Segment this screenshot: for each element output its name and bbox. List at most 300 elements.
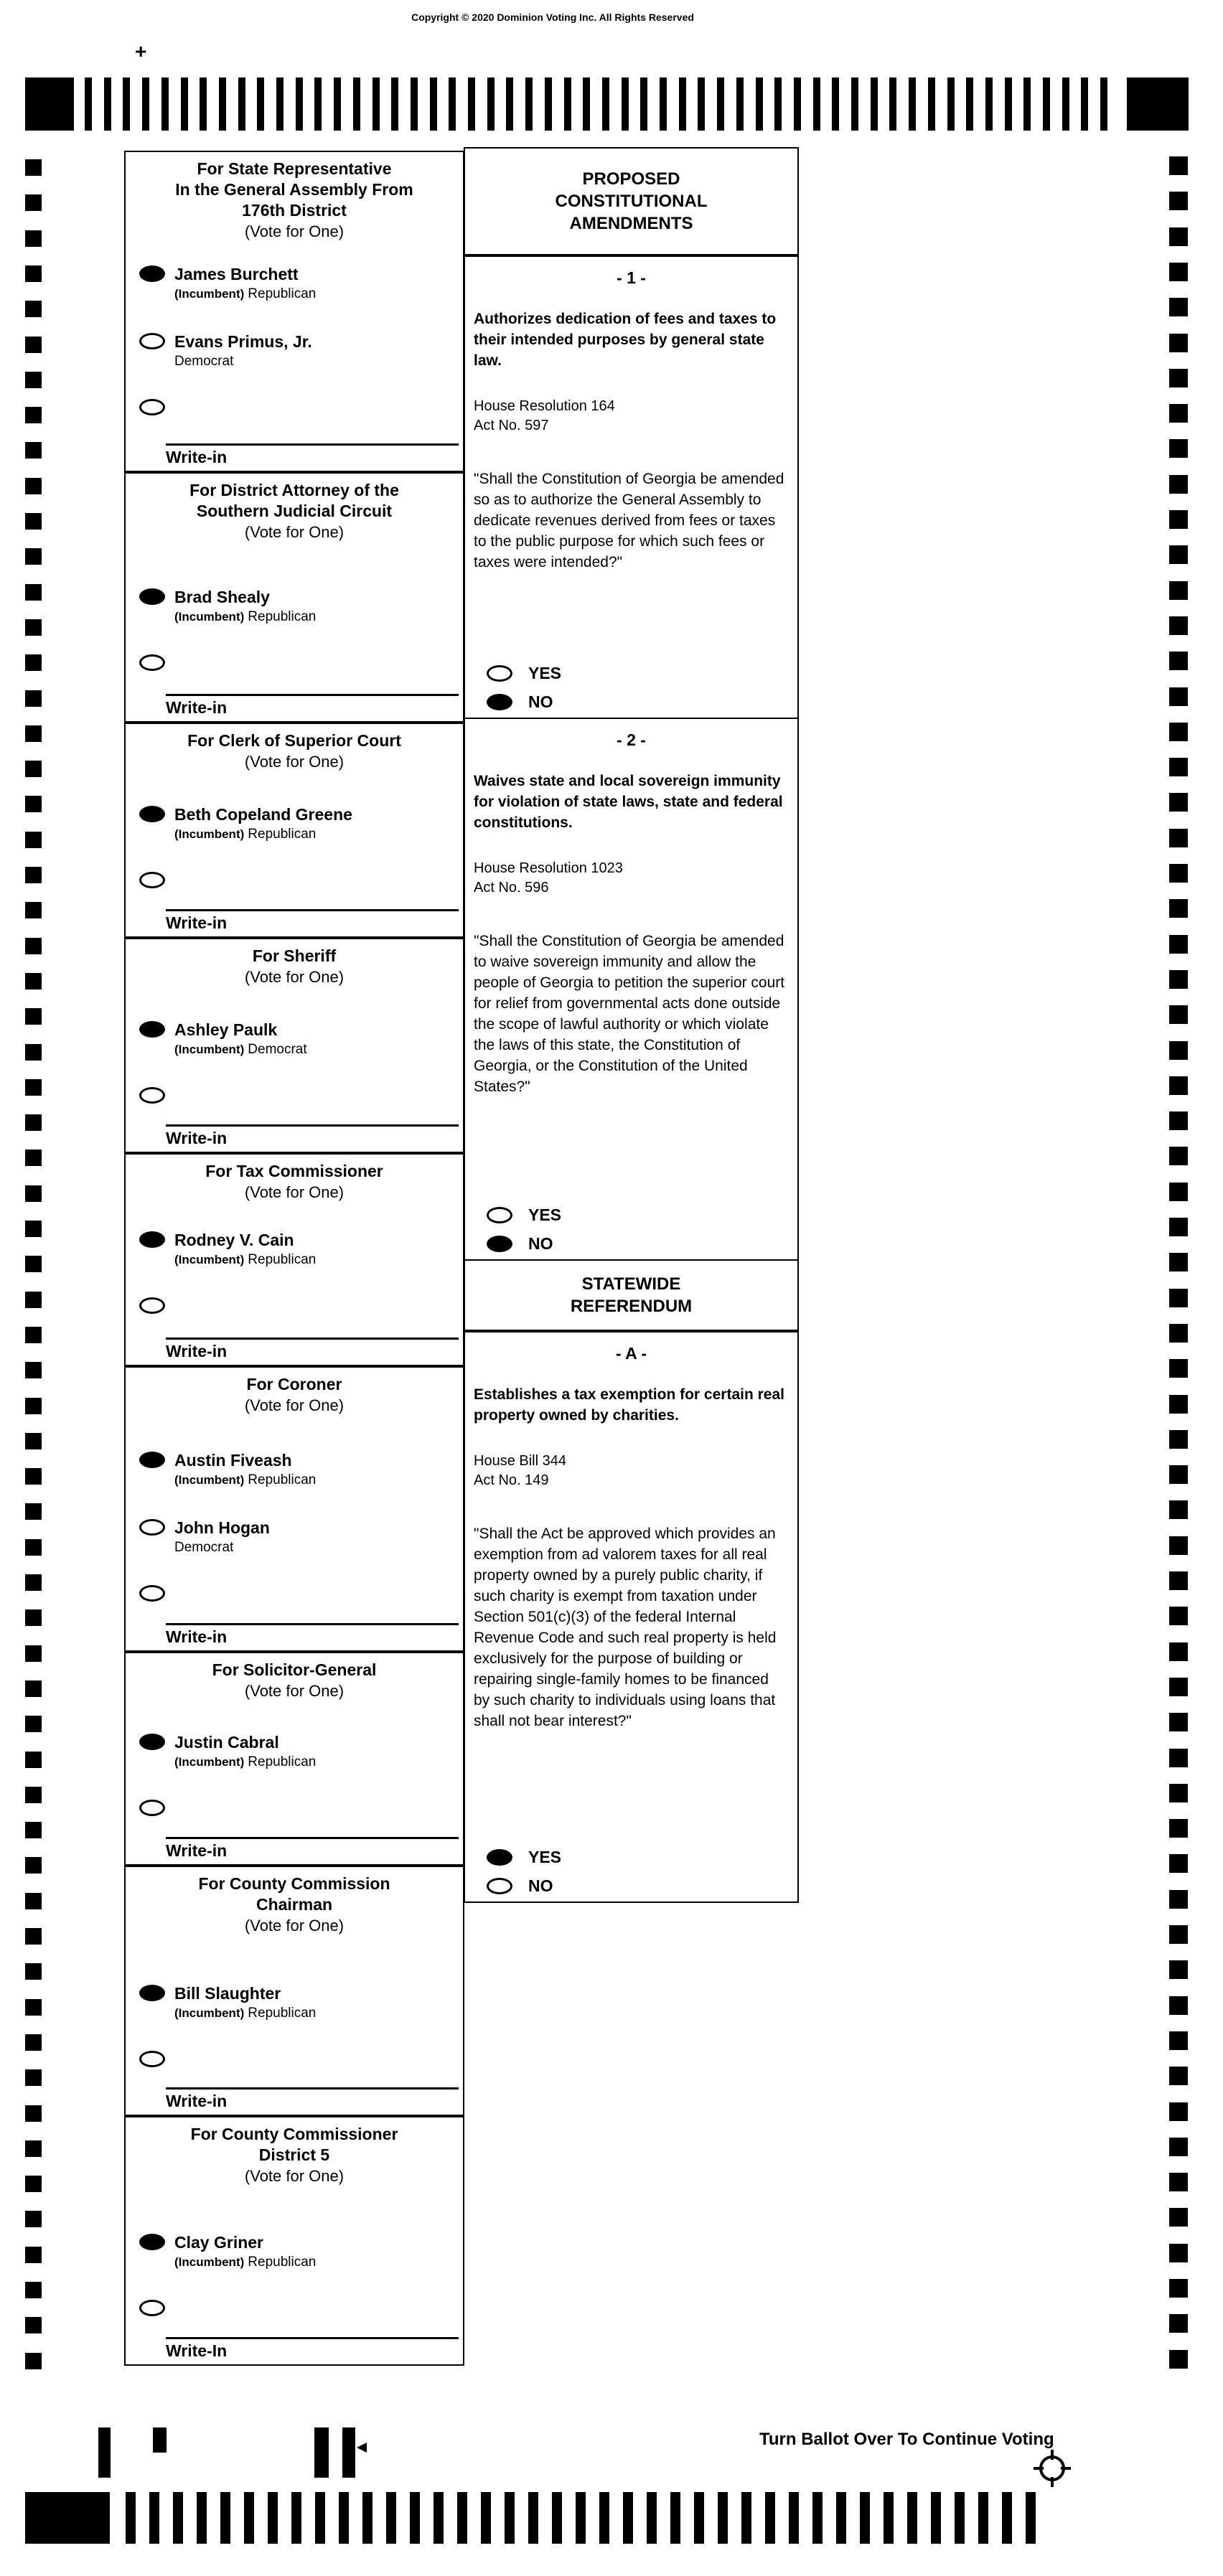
candidate-bubble[interactable]: [139, 1021, 165, 1038]
writein-bubble[interactable]: [139, 1297, 165, 1314]
incumbent-label: (Incumbent): [174, 1473, 245, 1487]
timing-mark: [545, 77, 552, 131]
contest-box: [124, 723, 464, 938]
choice-bubble[interactable]: [487, 1236, 512, 1252]
timing-mark: [928, 77, 935, 131]
vote-instruction: (Vote for One): [244, 968, 345, 986]
timing-mark: [718, 2492, 728, 2544]
timing-square: [1169, 1607, 1188, 1625]
timing-square: [25, 725, 42, 742]
timing-mark: [362, 2492, 372, 2544]
writein-label: Write-in: [166, 448, 228, 466]
blank-choice-row: [139, 1800, 463, 1820]
measure-question: "Shall the Constitution of Georgia be amended to waive sovereign immunity and allow the people of Georgia to petition the superior court for relief from governmental acts done outside the scope of lawful authority or which violate the laws of this state, the Constitution of Georgia, or the Constitution of the United States?": [474, 933, 785, 1095]
writein-line[interactable]: [166, 1623, 459, 1625]
timing-square: [25, 159, 42, 176]
timing-square: [25, 2105, 42, 2122]
party-label: Republican: [248, 286, 317, 301]
choice-label: YES: [528, 664, 562, 682]
timing-square: [25, 1999, 42, 2016]
incumbent-label: (Incumbent): [174, 827, 245, 841]
timing-square: [25, 2069, 42, 2086]
timing-square: [1169, 298, 1188, 316]
blank-choice-row: [139, 399, 463, 419]
candidate-name: Justin Cabral: [174, 1733, 279, 1752]
timing-square: [25, 654, 42, 671]
timing-mark: [564, 77, 571, 131]
writein-bubble[interactable]: [139, 1800, 165, 1816]
writein-label: Write-in: [166, 1342, 228, 1360]
blank-choice-row: [139, 2051, 463, 2071]
timing-mark: [276, 77, 284, 131]
timing-square: [25, 548, 42, 565]
timing-square: [25, 442, 42, 459]
timing-mark: [149, 2492, 159, 2544]
writein-label: Write-in: [166, 1841, 228, 1860]
candidate-party: [174, 1042, 463, 1057]
candidate-name: Rodney V. Cain: [174, 1231, 294, 1249]
candidate-bubble[interactable]: [139, 588, 165, 605]
choice-row: [487, 664, 561, 683]
contest-title-line: For Tax Commissioner: [205, 1162, 383, 1180]
timing-square: [25, 2247, 42, 2263]
candidate-row: [139, 1985, 463, 2021]
writein-label: Write-In: [166, 2341, 228, 2360]
timing-mark: [353, 77, 360, 131]
timing-square: [25, 584, 42, 601]
candidate-row: [139, 333, 463, 369]
contest-title: [126, 1155, 463, 1182]
timing-square: [1169, 545, 1188, 564]
writein-line[interactable]: [166, 909, 459, 911]
timing-mark: [238, 77, 245, 131]
timing-square: [1169, 2031, 1188, 2050]
candidate-name: Ashley Paulk: [174, 1020, 278, 1039]
candidate-party: [174, 827, 463, 842]
timing-square: [25, 973, 42, 989]
timing-square: [1169, 1784, 1188, 1802]
timing-square: [1169, 2102, 1188, 2121]
candidate-row: [139, 2234, 463, 2270]
writein-area: [166, 2337, 459, 2361]
timing-square: [1169, 899, 1188, 918]
candidate-party: [174, 286, 463, 301]
choice-row: [487, 1848, 561, 1867]
amendments-header: [464, 147, 799, 255]
party-label: Republican: [248, 827, 317, 842]
timing-mark: [884, 2492, 894, 2544]
timing-square: [1169, 1005, 1188, 1024]
timing-square: [25, 2282, 42, 2298]
candidate-party: [174, 2006, 463, 2021]
contest-box: [124, 472, 464, 723]
timing-mark: [391, 77, 398, 131]
blank-choice-row: [139, 1585, 463, 1605]
timing-square: [1169, 829, 1188, 847]
orientation-bar: [98, 2427, 111, 2478]
measure-box: [464, 718, 799, 1261]
measure-question: "Shall the Act be approved which provides an exemption from ad valorem taxes for all real property owned by a purely public charity, if such charity is exempt from taxation under Section 501(c)(3) of the federal Internal Revenue Code and such real property is held exclusively for the purpose of building or repairing single-family homes to be financed by such charity to individuals using loans that shall not bear interest?": [474, 1526, 777, 1729]
contest-title: [126, 939, 463, 967]
timing-square: [1169, 227, 1188, 246]
timing-square: [25, 2317, 42, 2333]
timing-mark: [660, 77, 667, 131]
timing-square: [25, 513, 42, 530]
timing-square: [1169, 1465, 1188, 1484]
measure-reference-line: Act No. 596: [474, 880, 549, 896]
timing-mark: [966, 77, 973, 131]
timing-square: [25, 1752, 42, 1768]
timing-square: [1169, 510, 1188, 529]
timing-square: [25, 1362, 42, 1378]
writein-label: Write-in: [166, 2092, 228, 2110]
timing-square: [1169, 1713, 1188, 1731]
incumbent-label: (Incumbent): [174, 1253, 245, 1266]
choice-bubble[interactable]: [487, 665, 512, 682]
timing-mark: [314, 77, 322, 131]
timing-square: [1169, 156, 1188, 175]
choice-row: [487, 1205, 561, 1225]
timing-square: [25, 1150, 42, 1166]
timing-square: [25, 1221, 42, 1237]
timing-square: [1169, 1642, 1188, 1661]
timing-square: [25, 1327, 42, 1343]
timing-square: [25, 2211, 42, 2227]
timing-square: [1169, 1147, 1188, 1165]
party-label: Democrat: [248, 1042, 307, 1057]
timing-square: [25, 938, 42, 954]
timing-square: [1169, 1359, 1188, 1378]
vote-instruction: (Vote for One): [244, 523, 345, 541]
measure-reference-line: House Bill 344: [474, 1453, 566, 1469]
candidate-name: Austin Fiveash: [174, 1451, 292, 1470]
timing-mark: [386, 2492, 396, 2544]
header-line: STATEWIDE: [581, 1274, 681, 1294]
choice-label: NO: [528, 1876, 553, 1895]
timing-square: [25, 1256, 42, 1272]
choice-bubble[interactable]: [487, 694, 512, 710]
contest-title-line: For Solicitor-General: [212, 1660, 377, 1679]
timing-square: [1169, 2279, 1188, 2298]
timing-mark: [339, 2492, 349, 2544]
candidate-bubble[interactable]: [139, 1734, 165, 1750]
timing-square: [1169, 1395, 1188, 1414]
timing-mark: [197, 2492, 207, 2544]
writein-bubble[interactable]: [139, 654, 165, 671]
timing-mark: [1002, 2492, 1012, 2544]
candidate-row: [139, 1021, 463, 1057]
timing-square: [1169, 1183, 1188, 1201]
timing-mark: [552, 2492, 562, 2544]
timing-square: [25, 337, 42, 353]
measure-reference-line: House Resolution 1023: [474, 860, 623, 876]
timing-mark: [1043, 77, 1050, 131]
measure-choices: [487, 664, 561, 712]
blank-choice-row: [139, 1087, 463, 1107]
timing-square: [25, 478, 42, 494]
timing-mark: [813, 77, 820, 131]
timing-mark: [181, 77, 188, 131]
left-arrow-icon: [357, 2443, 367, 2453]
measure-references: [474, 397, 786, 436]
measure-box: [464, 255, 799, 719]
timing-mark: [525, 77, 533, 131]
timing-square: [1169, 2067, 1188, 2085]
measure-references: [474, 1452, 786, 1490]
writein-area: [166, 694, 459, 718]
incumbent-label: (Incumbent): [174, 2006, 245, 2020]
timing-square: [1169, 1289, 1188, 1307]
timing-mark: [836, 2492, 846, 2544]
measure-question: "Shall the Constitution of Georgia be amended so as to authorize the General Assembly to dedicate revenues derived from fees or taxes to the public purpose for which such fees or taxes were intended?": [474, 471, 784, 570]
timing-square: [25, 761, 42, 777]
timing-mark: [765, 2492, 775, 2544]
candidate-bubble[interactable]: [139, 806, 165, 822]
timing-square: [25, 832, 42, 848]
incumbent-label: (Incumbent): [174, 287, 245, 301]
timing-mark: [334, 77, 341, 131]
choice-row: [487, 692, 561, 712]
measure-references: [474, 859, 786, 898]
contest-title-line: In the General Assembly From: [175, 180, 413, 199]
measure-reference-line: Act No. 597: [474, 418, 549, 433]
timing-mark: [315, 2492, 325, 2544]
timing-square: [1169, 1111, 1188, 1130]
timing-square: [1169, 970, 1188, 989]
header-line: REFERENDUM: [570, 1297, 693, 1316]
timing-mark: [812, 2492, 823, 2544]
writein-area: [166, 909, 459, 933]
choice-bubble[interactable]: [487, 1207, 512, 1223]
candidate-bubble[interactable]: [139, 1985, 165, 2001]
timing-mark: [434, 2492, 444, 2544]
choice-bubble[interactable]: [487, 1878, 512, 1894]
timing-square: [1169, 1819, 1188, 1838]
timing-square: [1169, 439, 1188, 458]
writein-bubble[interactable]: [139, 2300, 165, 2316]
party-label: Republican: [248, 1252, 317, 1267]
timing-square: [1169, 758, 1188, 776]
writein-bubble[interactable]: [139, 1087, 165, 1104]
timing-mark: [851, 77, 858, 131]
writein-line[interactable]: [166, 1124, 459, 1127]
contest-title: [126, 152, 463, 221]
candidate-bubble[interactable]: [139, 1452, 165, 1468]
contest-title-line: For Clerk of Superior Court: [187, 731, 401, 750]
writein-bubble[interactable]: [139, 2051, 165, 2067]
candidate-name: John Hogan: [174, 1518, 270, 1537]
timing-square: [25, 1398, 42, 1414]
timing-mark: [142, 77, 149, 131]
copyright-text: Copyright © 2020 Dominion Voting Inc. All Rights Reserved: [411, 11, 694, 23]
header-line: CONSTITUTIONAL: [555, 192, 708, 211]
header-line: AMENDMENTS: [569, 214, 693, 233]
choice-bubble[interactable]: [487, 1849, 512, 1866]
candidate-bubble[interactable]: [139, 265, 165, 282]
writein-line[interactable]: [166, 2337, 459, 2339]
timing-mark: [583, 77, 590, 131]
choice-label: NO: [528, 1234, 553, 1253]
timing-mark: [481, 2492, 491, 2544]
timing-mark: [774, 77, 782, 131]
timing-mark: [410, 2492, 420, 2544]
timing-mark: [985, 77, 993, 131]
timing-mark: [576, 2492, 586, 2544]
choice-row: [487, 1876, 561, 1896]
writein-label: Write-in: [166, 698, 228, 717]
timing-square: [25, 372, 42, 388]
timing-mark: [741, 2492, 751, 2544]
timing-mark: [296, 77, 303, 131]
timing-square: [1169, 2208, 1188, 2227]
writein-line[interactable]: [166, 443, 459, 446]
candidate-name: Bill Slaughter: [174, 1984, 281, 2003]
vote-instruction: (Vote for One): [244, 1183, 345, 1201]
party-label: Republican: [248, 609, 317, 624]
candidate-name: Brad Shealy: [174, 588, 270, 606]
timing-mark: [789, 2492, 799, 2544]
timing-square: [1169, 1925, 1188, 1944]
timing-mark: [640, 77, 647, 131]
turn-ballot-instruction: Turn Ballot Over To Continue Voting: [759, 2430, 1054, 2449]
candidate-row: [139, 265, 463, 301]
candidate-party: [174, 1252, 463, 1267]
timing-square: [25, 796, 42, 812]
timing-square: [1169, 1324, 1188, 1343]
candidate-bubble[interactable]: [139, 1519, 165, 1536]
timing-square: [25, 1716, 42, 1732]
timing-square: [1169, 369, 1188, 387]
writein-label: Write-in: [166, 1627, 228, 1646]
registration-target-icon: [1032, 2448, 1072, 2488]
candidate-name: Evans Primus, Jr.: [174, 332, 312, 351]
contest-title-line: District 5: [258, 2145, 330, 2164]
timing-mark: [219, 77, 226, 131]
orientation-bar: [153, 2427, 167, 2453]
timing-square: [25, 1008, 42, 1025]
timing-square: [1169, 1678, 1188, 1696]
writein-bubble[interactable]: [139, 872, 165, 888]
choice-row: [487, 1234, 561, 1254]
timing-block: [25, 77, 74, 131]
candidate-bubble[interactable]: [139, 1231, 165, 1248]
timing-square: [25, 1609, 42, 1626]
timing-mark: [907, 2492, 917, 2544]
timing-square: [1169, 1536, 1188, 1555]
timing-square: [1169, 2244, 1188, 2262]
timing-mark: [698, 77, 705, 131]
timing-square: [1169, 935, 1188, 954]
timing-mark: [1005, 77, 1012, 131]
timing-square: [1169, 1500, 1188, 1519]
timing-square: [25, 301, 42, 317]
writein-area: [166, 1124, 459, 1148]
writein-line[interactable]: [166, 1837, 459, 1839]
candidate-name: James Burchett: [174, 265, 299, 283]
contest-title-line: Southern Judicial Circuit: [196, 502, 393, 520]
party-label: Democrat: [174, 1540, 234, 1555]
timing-mark: [670, 2492, 680, 2544]
contest-box: [124, 1153, 464, 1366]
timing-square: [1169, 1218, 1188, 1236]
party-label: Democrat: [174, 354, 234, 369]
candidate-row: [139, 588, 463, 624]
writein-area: [166, 443, 459, 467]
timing-square: [25, 619, 42, 636]
timing-mark: [457, 2492, 467, 2544]
timing-mark: [126, 2492, 136, 2544]
incumbent-label: (Incumbent): [174, 1755, 245, 1769]
timing-mark: [468, 77, 475, 131]
timing-square: [1169, 864, 1188, 883]
timing-square: [25, 1079, 42, 1096]
incumbent-label: (Incumbent): [174, 1043, 245, 1056]
timing-mark: [505, 2492, 515, 2544]
timing-square: [1169, 263, 1188, 281]
blank-choice-row: [139, 654, 463, 674]
party-label: Republican: [248, 2255, 317, 2270]
candidate-bubble[interactable]: [139, 333, 165, 349]
writein-line[interactable]: [166, 694, 459, 696]
timing-mark: [411, 77, 418, 131]
contest-box: [124, 151, 464, 472]
timing-block: [25, 2492, 110, 2544]
party-label: Republican: [248, 1472, 317, 1487]
candidate-row: [139, 1519, 463, 1555]
timing-mark: [173, 2492, 183, 2544]
contest-box: [124, 1652, 464, 1866]
timing-mark: [268, 2492, 278, 2544]
timing-mark: [506, 77, 513, 131]
timing-square: [1169, 1996, 1188, 2015]
timing-mark: [623, 2492, 633, 2544]
timing-mark: [832, 77, 839, 131]
measure-choices: [487, 1848, 561, 1896]
timing-mark: [599, 2492, 609, 2544]
timing-square: [1169, 723, 1188, 741]
contest-title: [126, 474, 463, 522]
timing-square: [25, 1645, 42, 1662]
writein-label: Write-in: [166, 1129, 228, 1147]
candidate-party: [174, 1540, 463, 1555]
timing-square: [25, 407, 42, 423]
writein-bubble[interactable]: [139, 399, 165, 415]
writein-line[interactable]: [166, 2087, 459, 2090]
candidate-bubble[interactable]: [139, 2234, 165, 2250]
writein-line[interactable]: [166, 1338, 459, 1340]
vote-instruction: (Vote for One): [244, 2167, 345, 2185]
timing-square: [1169, 581, 1188, 600]
timing-square: [1169, 687, 1188, 706]
candidate-party: [174, 2255, 463, 2270]
writein-bubble[interactable]: [139, 1585, 165, 1602]
timing-mark: [860, 2492, 870, 2544]
timing-mark: [291, 2492, 301, 2544]
timing-square: [25, 2176, 42, 2192]
measure-summary: Waives state and local sovereign immunity for violation of state laws, state and federal constitutions.: [474, 773, 783, 831]
candidate-row: [139, 1734, 463, 1769]
timing-square: [25, 902, 42, 918]
vote-instruction: (Vote for One): [244, 753, 345, 771]
timing-mark: [756, 77, 763, 131]
timing-mark: [85, 77, 92, 131]
timing-square: [25, 867, 42, 883]
timing-mark: [449, 77, 456, 131]
timing-square: [25, 2034, 42, 2051]
contest-title: [126, 2117, 463, 2166]
contest-title: [126, 1867, 463, 1915]
vote-instruction: (Vote for One): [244, 1396, 345, 1414]
